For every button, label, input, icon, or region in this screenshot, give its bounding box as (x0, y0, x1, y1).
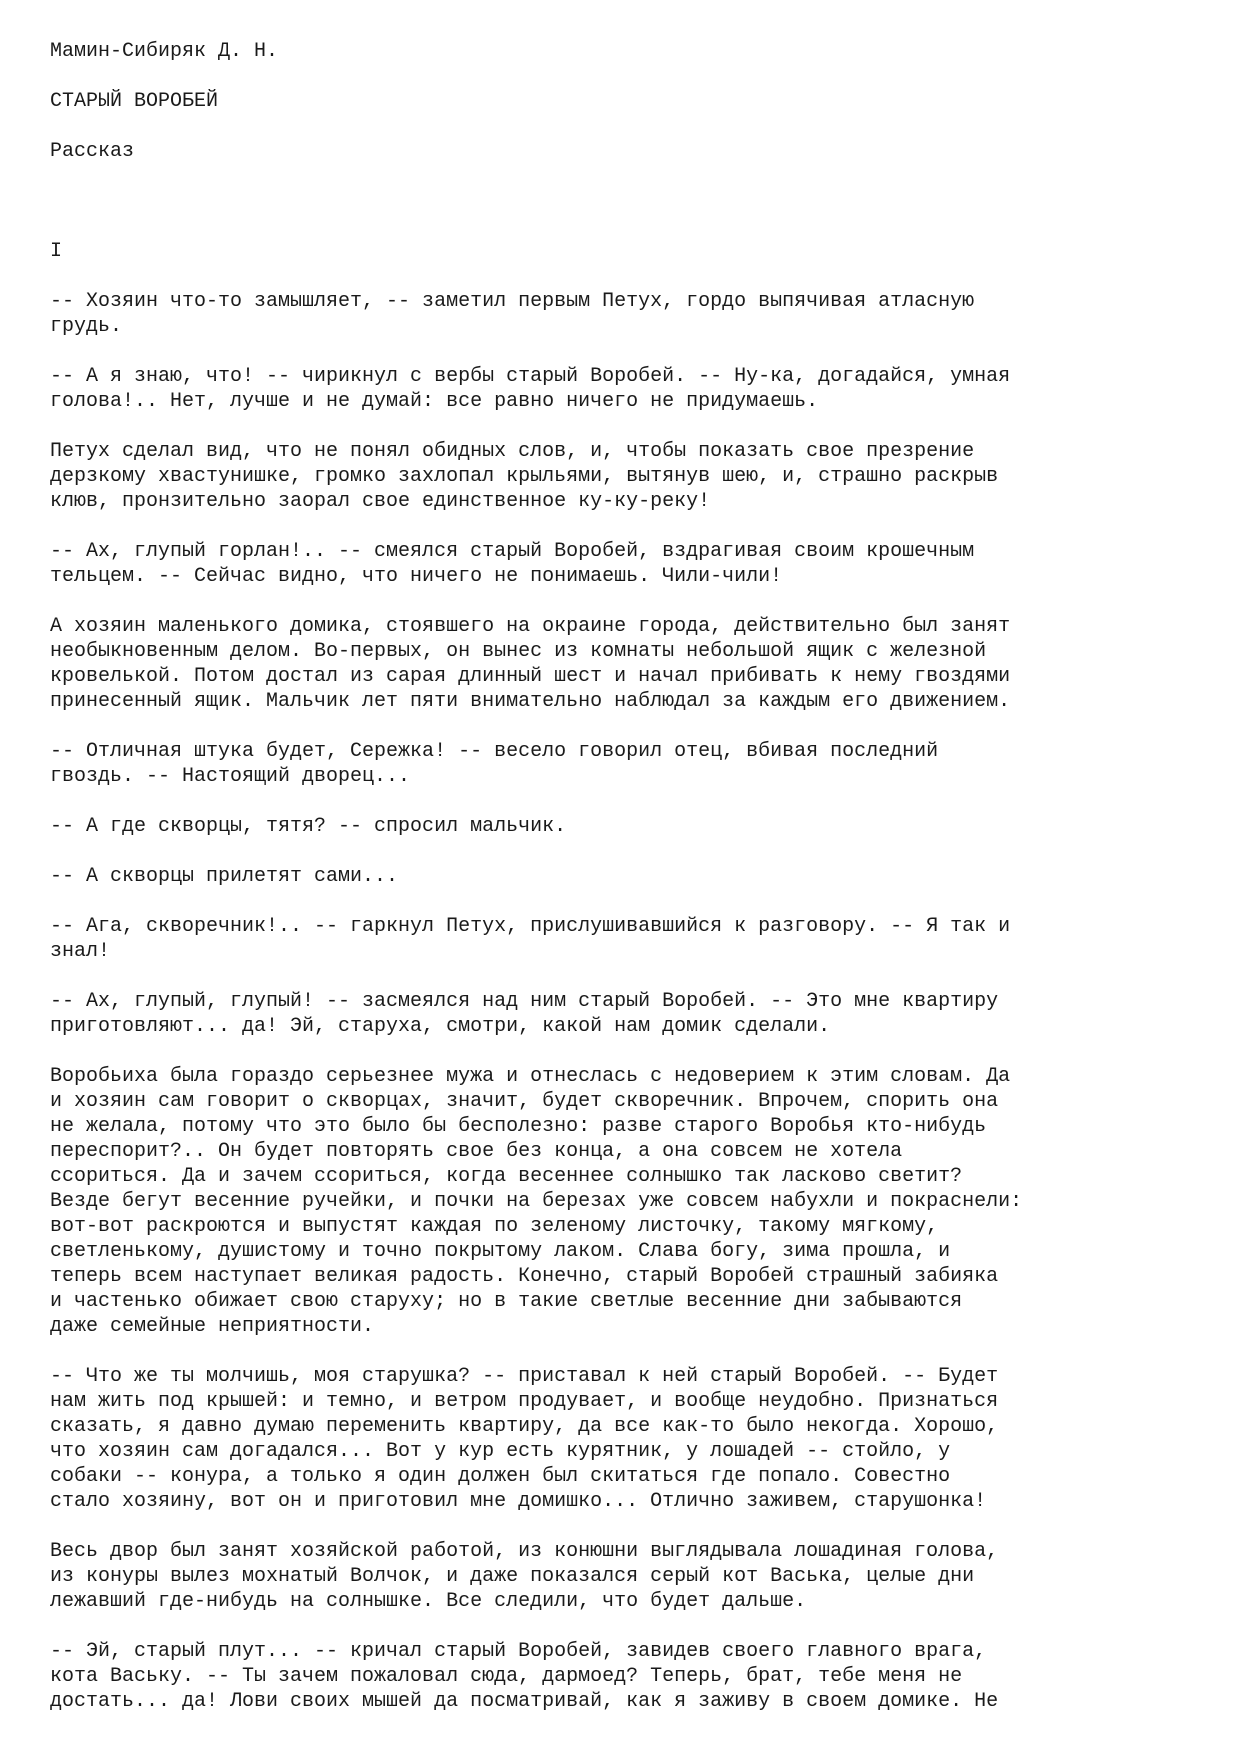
text-line: -- Отличная штука будет, Сережка! -- весело говорил отец, вбивая последний (50, 740, 939, 763)
text-line: не желала, потому что это было бы бесполезно: разве старого Воробья кто-нибудь (50, 1115, 987, 1138)
text-line: дерзкому хвастунишке, громко захлопал крыльями, вытянув шею, и, страшно раскрыв (50, 465, 999, 488)
text-line: кровелькой. Потом достал из сарая длинный шест и начал прибивать к нему гвоздями (50, 665, 1011, 688)
text-line: принесенный ящик. Мальчик лет пяти внимательно наблюдал за каждым его движением. (50, 690, 1011, 713)
text-line: нам жить под крышей: и темно, и ветром продувает, и вообще неудобно. Признаться (50, 1390, 999, 1413)
text-line: А хозяин маленького домика, стоявшего на окраине города, действительно был занят (50, 615, 1011, 638)
text-line: Весь двор был занят хозяйской работой, из конюшни выглядывала лошадиная голова, (50, 1540, 999, 1563)
paragraph (50, 989, 1200, 1039)
text-line: клюв, пронзительно заорал свое единственное ку-ку-реку! (50, 490, 711, 513)
text-line: -- А я знаю, что! -- чирикнул с вербы старый Воробей. -- Ну-ка, догадайся, умная (50, 365, 1011, 388)
paragraph (50, 1064, 1200, 1339)
story-genre: Рассказ (50, 140, 135, 163)
paragraph (50, 1364, 1200, 1514)
text-line: Воробьиха была гораздо серьезнее мужа и отнеслась с недоверием к этим словам. Да (50, 1065, 1011, 1088)
paragraph (50, 864, 1200, 889)
text-line: гвоздь. -- Настоящий дворец... (50, 765, 411, 788)
paragraph (50, 439, 1200, 514)
text-line: знал! (50, 940, 111, 963)
text-line: ссориться. Да и зачем ссориться, когда весеннее солнышко так ласково светит? (50, 1165, 963, 1188)
text-line: необыкновенным делом. Во-первых, он вынес из комнаты небольшой ящик с железной (50, 640, 987, 663)
paragraph (50, 289, 1200, 339)
author-line: Мамин-Сибиряк Д. Н. (50, 40, 279, 63)
chapter-number: I (50, 240, 63, 263)
text-line: -- Ах, глупый, глупый! -- засмеялся над ним старый Воробей. -- Это мне квартиру (50, 990, 999, 1013)
paragraph (50, 539, 1200, 589)
text-line: переспорит?.. Он будет повторять свое без конца, а она совсем не хотела (50, 1140, 903, 1163)
text-line: из конуры вылез мохнатый Волчок, и даже показался серый кот Васька, целые дни (50, 1565, 975, 1588)
story-body (50, 289, 1200, 1714)
text-line: кота Ваську. -- Ты зачем пожаловал сюда, дармоед? Теперь, брат, тебе меня не (50, 1665, 963, 1688)
text-line: Петух сделал вид, что не понял обидных слов, и, чтобы показать свое презрение (50, 440, 975, 463)
text-line: -- Ах, глупый горлан!.. -- смеялся старый Воробей, вздрагивая своим крошечным (50, 540, 975, 563)
text-line: Везде бегут весенние ручейки, и почки на березах уже совсем набухли и покраснели: (50, 1190, 1023, 1213)
paragraph (50, 614, 1200, 714)
text-line: вот-вот раскроются и выпустят каждая по зеленому листочку, такому мягкому, (50, 1215, 939, 1238)
text-line: светленькому, душистому и точно покрытому лаком. Слава богу, зима прошла, и (50, 1240, 951, 1263)
paragraph (50, 1539, 1200, 1614)
text-line: теперь всем наступает великая радость. Конечно, старый Воробей страшный забияка (50, 1265, 999, 1288)
story-title: СТАРЫЙ ВОРОБЕЙ (50, 90, 219, 113)
paragraph (50, 1639, 1200, 1714)
text-line: голова!.. Нет, лучше и не думай: все равно ничего не придумаешь. (50, 390, 819, 413)
paragraph (50, 739, 1200, 789)
text-line: приготовляют... да! Эй, старуха, смотри, какой нам домик сделали. (50, 1015, 831, 1038)
text-line: -- Хозяин что-то замышляет, -- заметил первым Петух, гордо выпячивая атласную (50, 290, 975, 313)
text-line: -- Что же ты молчишь, моя старушка? -- приставал к ней старый Воробей. -- Будет (50, 1365, 999, 1388)
text-line: что хозяин сам догадался... Вот у кур есть курятник, у лошадей -- стойло, у (50, 1440, 951, 1463)
text-line: и хозяин сам говорит о скворцах, значит, будет скворечник. Впрочем, спорить она (50, 1090, 999, 1113)
text-line: даже семейные неприятности. (50, 1315, 375, 1338)
text-line: -- А скворцы прилетят сами... (50, 865, 399, 888)
paragraph (50, 914, 1200, 964)
text-line: тельцем. -- Сейчас видно, что ничего не понимаешь. Чили-чили! (50, 565, 783, 588)
text-line: -- Ага, скворечник!.. -- гаркнул Петух, прислушивавшийся к разговору. -- Я так и (50, 915, 1011, 938)
text-line: и частенько обижает свою старуху; но в такие светлые весенние дни забываются (50, 1290, 963, 1313)
paragraph (50, 814, 1200, 839)
text-line: собаки -- конура, а только я один должен был скитаться где попало. Совестно (50, 1465, 951, 1488)
text-line: -- А где скворцы, тятя? -- спросил мальчик. (50, 815, 567, 838)
text-line: стало хозяину, вот он и приготовил мне домишко... Отлично заживем, старушонка! (50, 1490, 987, 1513)
text-line: лежавший где-нибудь на солнышке. Все следили, что будет дальше. (50, 1590, 807, 1613)
text-line: сказать, я давно думаю переменить квартиру, да все как-то было некогда. Хорошо, (50, 1415, 999, 1438)
paragraph (50, 364, 1200, 414)
text-line: достать... да! Лови своих мышей да посматривай, как я заживу в своем домике. Не (50, 1690, 999, 1713)
text-line: -- Эй, старый плут... -- кричал старый Воробей, завидев своего главного врага, (50, 1640, 987, 1663)
document-page (50, 39, 1200, 1714)
text-line: грудь. (50, 315, 123, 338)
